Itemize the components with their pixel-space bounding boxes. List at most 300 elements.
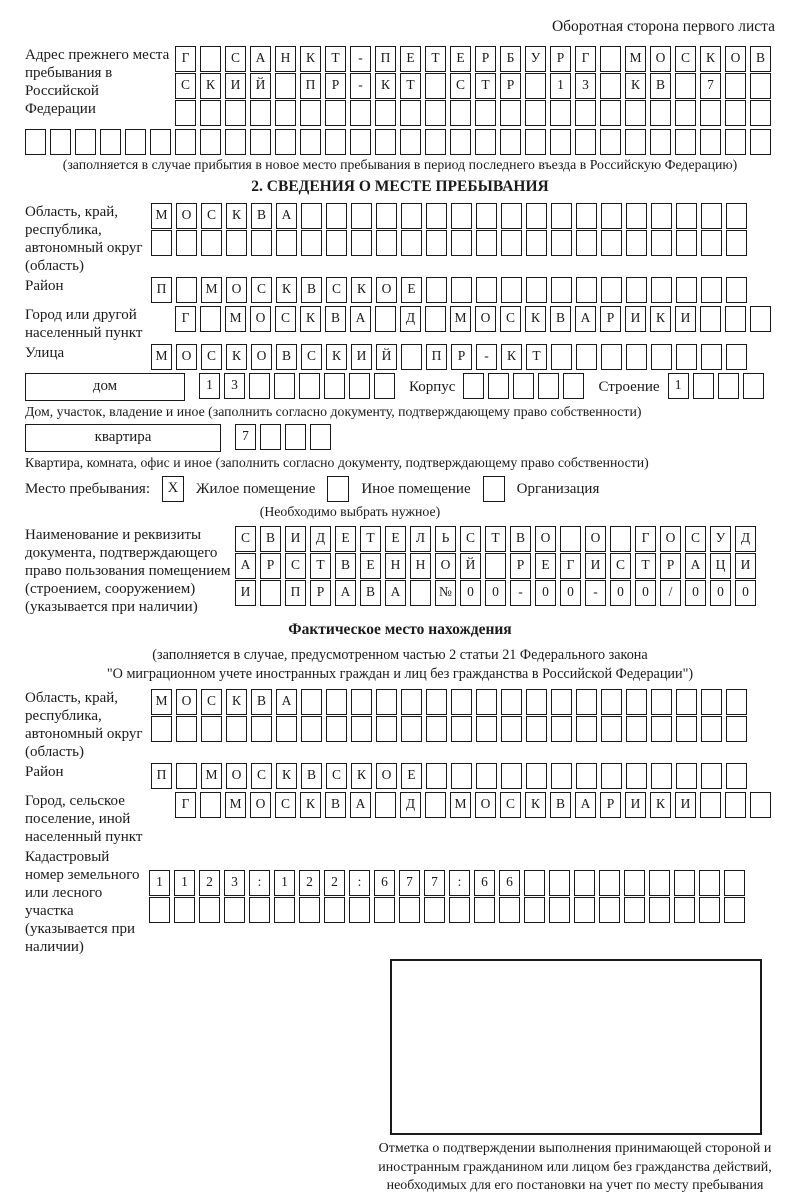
form-cell xyxy=(725,792,746,818)
form-cell xyxy=(701,763,722,789)
form-cell: Д xyxy=(400,792,421,818)
form-cell xyxy=(401,716,422,742)
form-cell: А xyxy=(276,689,297,715)
form-cell: Б xyxy=(500,46,521,72)
field-street xyxy=(25,344,775,371)
form-cell xyxy=(576,763,597,789)
form-cell xyxy=(626,277,647,303)
form-cell: Г xyxy=(175,306,196,332)
form-cell: С xyxy=(500,792,521,818)
form-cell xyxy=(551,716,572,742)
form-cell: К xyxy=(625,73,646,99)
prev-address-caption: (заполняется в случае прибытия в новое место пребывания в период последнего въезда в Российскую Федерацию) xyxy=(62,157,738,172)
form-cell xyxy=(350,100,371,126)
form-cell: О xyxy=(660,526,681,552)
form-cell xyxy=(649,870,670,896)
form-cell: С xyxy=(175,73,196,99)
form-cell xyxy=(501,763,522,789)
prev-address-cells xyxy=(175,46,775,127)
form-cell: И xyxy=(735,553,756,579)
form-cell xyxy=(399,897,420,923)
form-cell xyxy=(726,716,747,742)
actual-location-notes xyxy=(25,646,775,684)
form-cell xyxy=(600,100,621,126)
form-cell xyxy=(25,129,46,155)
form-cell: 0 xyxy=(635,580,656,606)
form-cell xyxy=(176,763,197,789)
form-cell xyxy=(675,129,696,155)
form-cell xyxy=(513,373,534,399)
form-cell: Р xyxy=(260,553,281,579)
form-cell: Е xyxy=(385,526,406,552)
form-cell: 6 xyxy=(474,870,495,896)
form-cell: К xyxy=(650,792,671,818)
form-cell xyxy=(326,689,347,715)
form-cell xyxy=(725,306,746,332)
form-cell: Р xyxy=(475,46,496,72)
form-cell xyxy=(200,46,221,72)
form-cell xyxy=(576,203,597,229)
form-cell xyxy=(200,306,221,332)
form-cell xyxy=(476,277,497,303)
form-cell xyxy=(675,73,696,99)
document-label: Наименование и реквизиты документа, подтверждающего право пользования помещением (строением, сооружением) (указывается при наличии) xyxy=(25,527,231,615)
form-cell xyxy=(676,203,697,229)
form-cell xyxy=(725,100,746,126)
form-cell xyxy=(693,373,714,399)
form-cell: Н xyxy=(410,553,431,579)
actual-location-note-2: "О миграционном учете иностранных граждан и лиц без гражданства в Российской Федерации") xyxy=(106,666,694,682)
form-cell xyxy=(200,129,221,155)
form-cell: В xyxy=(550,792,571,818)
form-cell xyxy=(251,716,272,742)
form-cell: 0 xyxy=(735,580,756,606)
form-cell xyxy=(400,100,421,126)
form-cell: К xyxy=(326,344,347,370)
form-cell: 0 xyxy=(685,580,706,606)
form-cell: М xyxy=(151,689,172,715)
form-cell xyxy=(410,580,431,606)
form-cell: В xyxy=(360,580,381,606)
form-cell xyxy=(599,870,620,896)
form-cell: Р xyxy=(451,344,472,370)
form-cell: С xyxy=(450,73,471,99)
actual-location-title: Фактическое место нахождения xyxy=(288,621,512,638)
form-cell: М xyxy=(201,763,222,789)
form-cell: 0 xyxy=(535,580,556,606)
form-cell xyxy=(349,897,370,923)
form-cell: В xyxy=(260,526,281,552)
form-cell: М xyxy=(625,46,646,72)
form-cell: / xyxy=(660,580,681,606)
form-cell: Е xyxy=(401,763,422,789)
form-cell xyxy=(550,100,571,126)
form-cell xyxy=(176,230,197,256)
form-cell: С xyxy=(675,46,696,72)
form-cell: Т xyxy=(475,73,496,99)
form-cell xyxy=(426,230,447,256)
form-cell xyxy=(401,344,422,370)
form-cell xyxy=(476,716,497,742)
form-cell: 1 xyxy=(149,870,170,896)
form-cell xyxy=(301,230,322,256)
form-cell xyxy=(275,129,296,155)
form-cell: Г xyxy=(575,46,596,72)
field-document xyxy=(25,526,775,616)
form-cell xyxy=(501,277,522,303)
form-cell xyxy=(324,373,345,399)
form-cell: О xyxy=(475,792,496,818)
form-cell xyxy=(149,897,170,923)
form-cell xyxy=(726,344,747,370)
form-cell xyxy=(176,716,197,742)
form-cell xyxy=(310,424,331,450)
form-cell xyxy=(600,129,621,155)
form-cell: К xyxy=(300,46,321,72)
form-cell: Ц xyxy=(710,553,731,579)
form-cell: А xyxy=(385,580,406,606)
form-cell: П xyxy=(426,344,447,370)
form-cell xyxy=(750,73,771,99)
form-cell: С xyxy=(610,553,631,579)
form-cell xyxy=(499,897,520,923)
form-cell xyxy=(275,100,296,126)
form-cell xyxy=(524,870,545,896)
form-cell xyxy=(576,230,597,256)
form-cell xyxy=(574,870,595,896)
form-cell xyxy=(260,424,281,450)
form-cell xyxy=(151,716,172,742)
form-cell: И xyxy=(625,306,646,332)
form-cell: У xyxy=(525,46,546,72)
form-cell xyxy=(351,203,372,229)
city-label: Город или другой населенный пункт xyxy=(25,307,143,341)
form-cell: : xyxy=(349,870,370,896)
form-cell xyxy=(351,716,372,742)
form-cell xyxy=(624,870,645,896)
form-cell: Л xyxy=(410,526,431,552)
actual-city-label: Город, сельское поселение, иной населенный пункт xyxy=(25,793,143,845)
form-cell xyxy=(175,129,196,155)
form-cell xyxy=(650,100,671,126)
form-cell xyxy=(599,897,620,923)
form-cell xyxy=(426,689,447,715)
form-cell: И xyxy=(285,526,306,552)
form-cell xyxy=(526,763,547,789)
form-cell xyxy=(125,129,146,155)
form-cell: О xyxy=(250,792,271,818)
form-cell xyxy=(525,100,546,126)
form-cell xyxy=(551,203,572,229)
form-cell xyxy=(351,689,372,715)
form-cell xyxy=(601,277,622,303)
form-cell: Р xyxy=(600,306,621,332)
form-cell xyxy=(651,344,672,370)
form-cell: О xyxy=(176,203,197,229)
form-cell xyxy=(726,277,747,303)
form-cell xyxy=(526,689,547,715)
form-cell xyxy=(726,763,747,789)
form-cell: - xyxy=(510,580,531,606)
form-cell: К xyxy=(226,203,247,229)
stay-option-label-organization: Организация xyxy=(516,480,600,497)
form-cell: 7 xyxy=(424,870,445,896)
form-cell xyxy=(174,897,195,923)
form-cell xyxy=(651,716,672,742)
form-cell: В xyxy=(550,306,571,332)
form-cell: А xyxy=(235,553,256,579)
form-cell: П xyxy=(300,73,321,99)
document-cells xyxy=(235,526,760,607)
form-cell: А xyxy=(335,580,356,606)
form-cell: В xyxy=(325,306,346,332)
form-cell xyxy=(676,763,697,789)
form-cell: О xyxy=(725,46,746,72)
form-cell xyxy=(676,230,697,256)
form-cell xyxy=(600,73,621,99)
form-cell: С xyxy=(201,689,222,715)
form-cell: И xyxy=(235,580,256,606)
form-cell xyxy=(324,897,345,923)
apartment-caption: Квартира, комната, офис и иное (заполнить согласно документу, подтверждающему право собственности) xyxy=(25,455,649,470)
form-cell: - xyxy=(350,73,371,99)
form-cell: Ь xyxy=(435,526,456,552)
form-cell: Г xyxy=(175,46,196,72)
form-cell: К xyxy=(375,73,396,99)
form-cell: К xyxy=(351,763,372,789)
form-cell: В xyxy=(650,73,671,99)
prev-address-label: Адрес прежнего места пребывания в Российской Федерации xyxy=(25,47,170,117)
form-cell: Р xyxy=(500,73,521,99)
form-cell: Н xyxy=(275,46,296,72)
form-cell xyxy=(601,763,622,789)
form-cell xyxy=(375,100,396,126)
form-cell xyxy=(476,763,497,789)
form-cell xyxy=(476,203,497,229)
form-cell xyxy=(249,373,270,399)
actual-region-label: Область, край, республика, автономный округ (область) xyxy=(25,690,143,760)
street-cells xyxy=(151,344,751,371)
form-cell: К xyxy=(650,306,671,332)
form-cell xyxy=(700,129,721,155)
form-cell xyxy=(274,897,295,923)
form-cell: О xyxy=(435,553,456,579)
stay-option-checkbox-organization xyxy=(483,476,505,502)
form-cell xyxy=(500,100,521,126)
form-cell: В xyxy=(251,203,272,229)
form-cell xyxy=(376,203,397,229)
form-cell xyxy=(601,716,622,742)
form-cell xyxy=(724,897,745,923)
form-cell: И xyxy=(351,344,372,370)
cadastre-cells xyxy=(149,848,749,924)
form-cell xyxy=(525,129,546,155)
form-cell: К xyxy=(276,277,297,303)
form-cell xyxy=(351,230,372,256)
form-cell: С xyxy=(500,306,521,332)
form-cell: К xyxy=(525,306,546,332)
form-cell xyxy=(425,792,446,818)
form-cell xyxy=(674,870,695,896)
form-cell xyxy=(250,100,271,126)
form-cell: О xyxy=(376,763,397,789)
form-cell xyxy=(375,129,396,155)
stamp-caption: Отметка о подтверждении выполнения принимающей стороной и иностранным гражданином или лицом без гражданства действий, необходимых для его постановки на учет по месту пребывания xyxy=(378,1141,772,1193)
form-cell: К xyxy=(276,763,297,789)
form-cell xyxy=(563,373,584,399)
form-cell xyxy=(260,580,281,606)
form-cell xyxy=(299,373,320,399)
form-cell xyxy=(374,897,395,923)
form-cell: М xyxy=(225,306,246,332)
stay-type-note: (Необходимо выбрать нужное) xyxy=(259,504,441,519)
form-cell xyxy=(750,306,771,332)
form-cell xyxy=(485,553,506,579)
form-cell xyxy=(224,897,245,923)
form-cell: И xyxy=(675,792,696,818)
form-cell: Т xyxy=(635,553,656,579)
actual-region-cells xyxy=(151,689,751,743)
form-cell: : xyxy=(449,870,470,896)
form-cell xyxy=(199,897,220,923)
form-cell: В xyxy=(301,763,322,789)
form-cell: Й xyxy=(376,344,397,370)
form-cell: Р xyxy=(310,580,331,606)
city-cells xyxy=(175,306,775,333)
form-cell: С xyxy=(285,553,306,579)
form-cell: Р xyxy=(325,73,346,99)
form-cell xyxy=(201,230,222,256)
form-cell xyxy=(576,277,597,303)
form-cell: В xyxy=(750,46,771,72)
form-cell: С xyxy=(326,763,347,789)
form-cell xyxy=(624,897,645,923)
form-cell: 3 xyxy=(575,73,596,99)
form-cell xyxy=(701,689,722,715)
form-cell xyxy=(651,689,672,715)
form-cell xyxy=(601,230,622,256)
form-cell xyxy=(250,129,271,155)
form-cell xyxy=(449,897,470,923)
form-cell xyxy=(474,897,495,923)
field-prev-address xyxy=(25,46,775,127)
stay-option-label-residential: Жилое помещение xyxy=(196,480,316,497)
form-cell: И xyxy=(675,306,696,332)
form-cell xyxy=(301,716,322,742)
form-cell xyxy=(575,129,596,155)
form-cell: С xyxy=(251,277,272,303)
form-cell xyxy=(501,689,522,715)
actual-city-cells xyxy=(175,792,775,819)
form-cell: К xyxy=(226,689,247,715)
form-cell xyxy=(525,73,546,99)
form-cell: Е xyxy=(535,553,556,579)
form-cell xyxy=(376,716,397,742)
form-cell: Д xyxy=(310,526,331,552)
form-cell xyxy=(551,277,572,303)
form-cell: В xyxy=(325,792,346,818)
form-cell xyxy=(425,73,446,99)
form-cell xyxy=(451,230,472,256)
form-cell: Р xyxy=(660,553,681,579)
form-cell: 6 xyxy=(374,870,395,896)
stay-option-label-other-premises: Иное помещение xyxy=(361,480,471,497)
form-cell xyxy=(626,716,647,742)
form-cell xyxy=(551,763,572,789)
form-cell: И xyxy=(225,73,246,99)
form-cell xyxy=(700,792,721,818)
form-cell xyxy=(376,230,397,256)
form-cell xyxy=(251,230,272,256)
form-cell xyxy=(701,230,722,256)
korpus-cells xyxy=(463,373,588,400)
form-cell: Р xyxy=(600,792,621,818)
form-cell xyxy=(300,129,321,155)
form-cell: С xyxy=(301,344,322,370)
stamp-box xyxy=(390,959,762,1135)
form-cell: И xyxy=(585,553,606,579)
stay-option-checkbox-other-premises xyxy=(327,476,349,502)
form-cell xyxy=(200,100,221,126)
form-cell xyxy=(325,100,346,126)
house-caption: Дом, участок, владение и иное (заполнить согласно документу, подтверждающему право собственности) xyxy=(25,404,642,419)
form-cell: М xyxy=(450,792,471,818)
form-cell: - xyxy=(350,46,371,72)
form-cell xyxy=(626,344,647,370)
form-cell xyxy=(376,689,397,715)
form-cell xyxy=(626,689,647,715)
house-row xyxy=(25,373,775,401)
form-cell xyxy=(285,424,306,450)
form-cell: В xyxy=(276,344,297,370)
form-cell: Н xyxy=(385,553,406,579)
house-label-box: дом xyxy=(25,373,185,401)
form-cell xyxy=(600,46,621,72)
form-cell xyxy=(100,129,121,155)
form-cell xyxy=(750,792,771,818)
form-cell xyxy=(400,129,421,155)
form-cell xyxy=(601,689,622,715)
form-cell: Й xyxy=(460,553,481,579)
form-cell xyxy=(451,203,472,229)
form-cell: 0 xyxy=(610,580,631,606)
form-cell: О xyxy=(176,689,197,715)
field-cadastre xyxy=(25,848,775,956)
form-cell: С xyxy=(275,792,296,818)
form-cell: М xyxy=(151,344,172,370)
form-cell xyxy=(549,870,570,896)
form-cell xyxy=(276,230,297,256)
form-cell xyxy=(743,373,764,399)
form-cell: П xyxy=(285,580,306,606)
form-cell xyxy=(375,306,396,332)
form-cell: К xyxy=(226,344,247,370)
form-cell xyxy=(649,897,670,923)
form-cell xyxy=(576,344,597,370)
form-cell xyxy=(424,897,445,923)
form-cell xyxy=(176,277,197,303)
form-cell xyxy=(501,230,522,256)
form-cell xyxy=(701,203,722,229)
form-cell: О xyxy=(475,306,496,332)
form-cell: 0 xyxy=(460,580,481,606)
form-cell xyxy=(726,203,747,229)
form-cell xyxy=(626,203,647,229)
form-cell xyxy=(574,897,595,923)
prev-address-extra-row xyxy=(25,129,775,155)
form-cell xyxy=(150,129,171,155)
form-cell: В xyxy=(335,553,356,579)
